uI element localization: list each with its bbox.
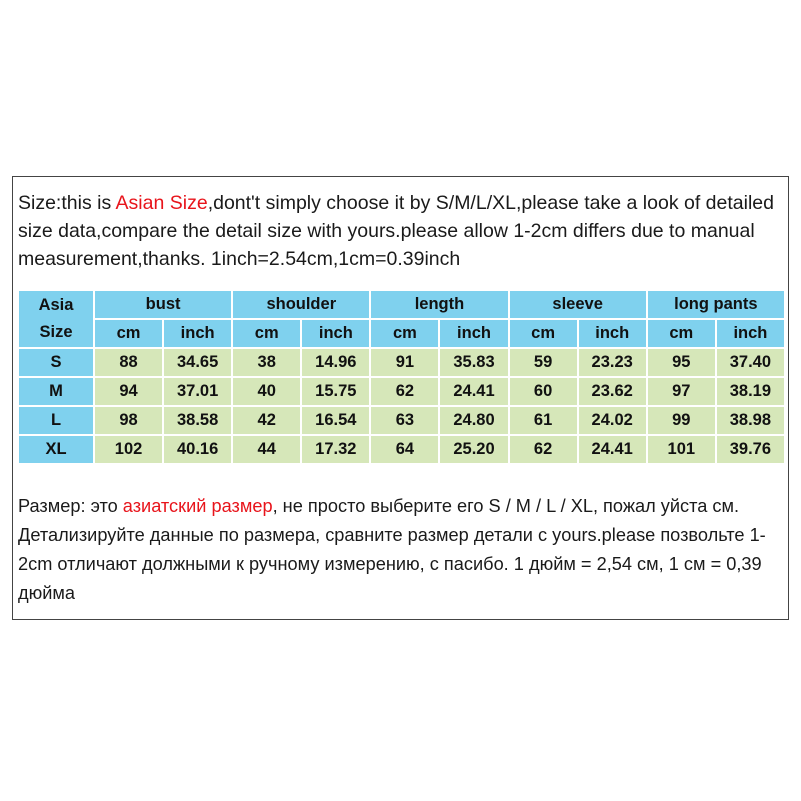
group-header-length: length bbox=[370, 290, 508, 319]
intro-part1: Size:this is bbox=[18, 192, 116, 214]
table-cell: 59 bbox=[509, 348, 578, 377]
size-chart-box bbox=[12, 176, 789, 620]
table-cell: 60 bbox=[509, 377, 578, 406]
table-cell: 24.41 bbox=[578, 435, 647, 464]
russian-part2: , не просто выберите его S / M / L / XL, пожал уйста см. Детализируйте данные по размера, сравните размер детали с yours.please позвольте 1-2cm отличают должными к ручному измерению, с пасибо. 1 дюйм = 2,54 см, 1 см = 0,39 дюйма bbox=[18, 496, 766, 603]
intro-text bbox=[18, 189, 783, 273]
table-cell: 15.75 bbox=[301, 377, 370, 406]
header-row-units bbox=[18, 319, 785, 348]
unit-header: cm bbox=[370, 319, 439, 348]
table-cell: 34.65 bbox=[163, 348, 232, 377]
unit-header: inch bbox=[578, 319, 647, 348]
table-cell: 101 bbox=[647, 435, 716, 464]
group-header-long-pants: long pants bbox=[647, 290, 785, 319]
table-cell: 38.19 bbox=[716, 377, 785, 406]
unit-header: cm bbox=[647, 319, 716, 348]
table-cell: 42 bbox=[232, 406, 301, 435]
table-row-l bbox=[18, 406, 785, 435]
size-label: Size bbox=[39, 323, 73, 341]
size-table bbox=[17, 289, 786, 465]
russian-text bbox=[18, 492, 783, 608]
table-cell: 14.96 bbox=[301, 348, 370, 377]
russian-size-highlight: азиатский размер bbox=[122, 496, 273, 516]
unit-header: inch bbox=[163, 319, 232, 348]
table-cell: 102 bbox=[94, 435, 163, 464]
table-cell: 40.16 bbox=[163, 435, 232, 464]
table-cell: 44 bbox=[232, 435, 301, 464]
table-cell: 16.54 bbox=[301, 406, 370, 435]
table-cell: 23.62 bbox=[578, 377, 647, 406]
table-cell: 99 bbox=[647, 406, 716, 435]
group-header-bust: bust bbox=[94, 290, 232, 319]
unit-header: cm bbox=[232, 319, 301, 348]
table-cell: 24.41 bbox=[439, 377, 508, 406]
russian-part1: Размер: это bbox=[18, 496, 123, 516]
table-cell: 39.76 bbox=[716, 435, 785, 464]
table-cell: 35.83 bbox=[439, 348, 508, 377]
table-cell: 63 bbox=[370, 406, 439, 435]
table-cell: 37.40 bbox=[716, 348, 785, 377]
unit-header: inch bbox=[439, 319, 508, 348]
table-cell: 24.80 bbox=[439, 406, 508, 435]
table-cell: 98 bbox=[94, 406, 163, 435]
unit-header: cm bbox=[94, 319, 163, 348]
table-row-m bbox=[18, 377, 785, 406]
table-cell: 97 bbox=[647, 377, 716, 406]
size-cell: S bbox=[18, 348, 94, 377]
table-cell: 38 bbox=[232, 348, 301, 377]
table-cell: 23.23 bbox=[578, 348, 647, 377]
asian-size-highlight: Asian Size bbox=[115, 192, 208, 214]
table-cell: 38.98 bbox=[716, 406, 785, 435]
group-header-sleeve: sleeve bbox=[509, 290, 647, 319]
table-row-xl bbox=[18, 435, 785, 464]
table-cell: 95 bbox=[647, 348, 716, 377]
size-cell: L bbox=[18, 406, 94, 435]
intro-part2: ,dont't simply choose it by S/M/L/XL,please take a look of detailed size data,compare the detail size with yours.please allow 1-2cm differs due to manual measurement,thanks. 1inch=2.54cm,1cm=0.39inch bbox=[18, 192, 774, 270]
table-cell: 37.01 bbox=[163, 377, 232, 406]
table-row-s bbox=[18, 348, 785, 377]
unit-header: inch bbox=[301, 319, 370, 348]
table-cell: 61 bbox=[509, 406, 578, 435]
header-row-groups bbox=[18, 290, 785, 319]
table-cell: 17.32 bbox=[301, 435, 370, 464]
table-cell: 64 bbox=[370, 435, 439, 464]
size-cell: M bbox=[18, 377, 94, 406]
table-cell: 24.02 bbox=[578, 406, 647, 435]
unit-header: inch bbox=[716, 319, 785, 348]
table-cell: 62 bbox=[370, 377, 439, 406]
table-cell: 62 bbox=[509, 435, 578, 464]
table-cell: 91 bbox=[370, 348, 439, 377]
group-header-shoulder: shoulder bbox=[232, 290, 370, 319]
table-cell: 94 bbox=[94, 377, 163, 406]
asia-size-header bbox=[18, 290, 94, 348]
table-cell: 25.20 bbox=[439, 435, 508, 464]
table-cell: 38.58 bbox=[163, 406, 232, 435]
table-cell: 40 bbox=[232, 377, 301, 406]
table-cell: 88 bbox=[94, 348, 163, 377]
unit-header: cm bbox=[509, 319, 578, 348]
size-cell: XL bbox=[18, 435, 94, 464]
asia-label: Asia bbox=[38, 296, 74, 314]
